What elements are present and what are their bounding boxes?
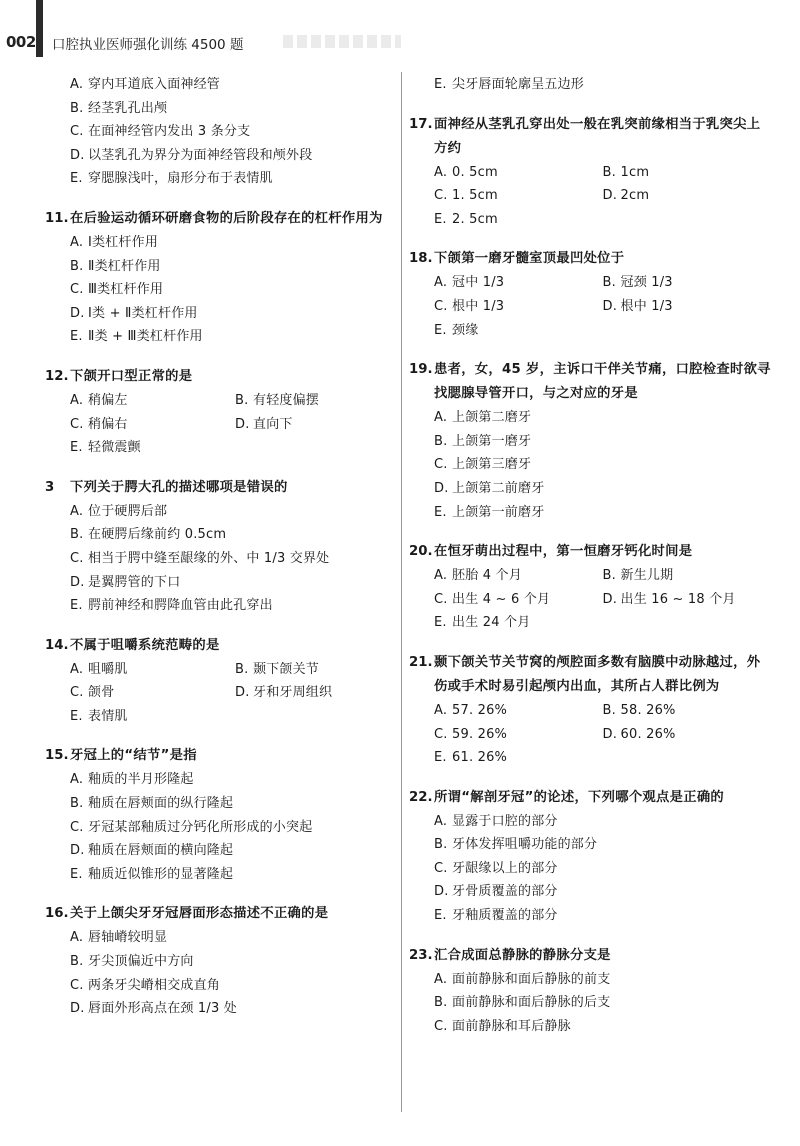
answer-option — [603, 161, 772, 185]
option-list — [45, 73, 400, 191]
option-text: 是翼腭管的下口 — [88, 574, 181, 590]
option-text: 面前静脉和耳后静脉 — [452, 1018, 571, 1034]
option-text: 在硬腭后缘前约 0.5cm — [88, 527, 227, 543]
option-list — [409, 271, 771, 342]
question-text: 下列关于腭大孔的描述哪项是错误的 — [70, 479, 288, 495]
answer-option — [434, 453, 771, 477]
question-block — [45, 744, 400, 886]
question-stem — [409, 540, 771, 564]
option-letter: A. — [434, 702, 448, 718]
option-letter: C. — [434, 860, 448, 876]
option-letter: A. — [434, 164, 448, 180]
answer-option — [70, 278, 400, 302]
option-letter: B. — [70, 258, 84, 274]
option-letter: D. — [235, 685, 250, 701]
question-text: 关于上颌尖牙牙冠唇面形态描述不正确的是 — [70, 906, 329, 922]
option-letter: D. — [434, 884, 449, 900]
option-letter: A. — [70, 77, 84, 92]
option-letter: D. — [70, 305, 85, 321]
option-text: 穿腮腺浅叶，扇形分布于表情肌 — [88, 171, 273, 187]
option-list — [45, 658, 400, 729]
answer-option — [434, 991, 771, 1015]
option-letter: C. — [70, 819, 84, 835]
question-block — [45, 902, 400, 1020]
option-text: 稍偏左 — [88, 392, 128, 408]
option-letter: C. — [434, 298, 448, 314]
option-text: 直向下 — [253, 416, 293, 432]
option-text: 出生 24 个月 — [452, 615, 531, 631]
option-text: 59. 26% — [452, 726, 508, 742]
answer-option — [603, 564, 772, 588]
answer-option — [70, 500, 400, 524]
answer-option — [70, 97, 400, 121]
option-letter: E. — [70, 171, 83, 187]
answer-option — [70, 73, 400, 97]
column-divider — [401, 72, 402, 1112]
option-text: 冠中 1/3 — [452, 275, 505, 291]
option-letter: D. — [602, 298, 618, 314]
option-letter: D. — [70, 843, 85, 859]
answer-option — [434, 430, 771, 454]
option-text: 60. 26% — [620, 726, 676, 742]
answer-option — [70, 413, 235, 437]
answer-option — [70, 571, 400, 595]
answer-option — [434, 319, 771, 343]
option-letter: E. — [434, 750, 447, 766]
option-text: 牙尖顶偏近中方向 — [88, 954, 194, 970]
answer-option — [603, 588, 772, 612]
option-letter: E. — [434, 615, 447, 631]
option-letter: B. — [602, 164, 616, 180]
option-letter: D. — [70, 1001, 85, 1017]
answer-option — [434, 161, 603, 185]
option-letter: A. — [70, 930, 84, 946]
option-list — [409, 406, 771, 524]
option-text: 面前静脉和面后静脉的前支 — [452, 971, 611, 987]
option-list — [409, 564, 771, 635]
question-block — [409, 113, 771, 232]
answer-option — [70, 389, 235, 413]
answer-option — [434, 588, 603, 612]
question-stem — [409, 113, 771, 161]
answer-option — [70, 255, 400, 279]
answer-option — [70, 594, 400, 618]
option-text: 新生儿期 — [620, 568, 674, 584]
question-number: 15. — [45, 748, 69, 764]
book-title: 口腔执业医师强化训练 4500 题 — [52, 37, 244, 53]
option-text: 牙和牙周组织 — [253, 685, 333, 701]
option-letter: A. — [434, 971, 448, 987]
option-text: 冠颈 1/3 — [620, 275, 673, 291]
answer-option — [70, 792, 400, 816]
option-letter: A. — [70, 772, 84, 788]
option-letter: E. — [434, 908, 447, 924]
option-letter: E. — [70, 440, 83, 456]
answer-option — [434, 611, 771, 635]
option-text: 颈缘 — [452, 322, 479, 338]
question-block — [45, 476, 400, 618]
answer-option — [70, 997, 400, 1021]
option-letter: D. — [602, 726, 618, 742]
left-column — [45, 73, 400, 1037]
option-text: 牙釉质覆盖的部分 — [452, 908, 558, 924]
option-list — [45, 500, 400, 618]
page-number: 002 — [6, 33, 36, 51]
question-stem — [409, 247, 771, 271]
answer-option — [434, 295, 603, 319]
answer-option — [235, 681, 400, 705]
option-text: 胚胎 4 个月 — [452, 568, 522, 584]
option-letter: A. — [434, 568, 448, 584]
option-text: 2. 5cm — [452, 211, 498, 227]
option-letter: C. — [434, 726, 448, 742]
option-text: 1cm — [620, 164, 650, 180]
option-text: 腭前神经和腭降血管由此孔穿出 — [88, 598, 273, 614]
question-stem — [409, 358, 771, 406]
option-text: 上颌第二前磨牙 — [452, 480, 545, 496]
option-letter: B. — [434, 433, 448, 449]
question-block — [409, 540, 771, 635]
question-block — [45, 207, 400, 349]
answer-option — [70, 436, 400, 460]
option-letter: B. — [70, 527, 84, 543]
option-text: 唇轴嵴较明显 — [88, 930, 168, 946]
option-letter: B. — [235, 661, 249, 677]
question-number: 12. — [45, 368, 69, 384]
option-letter: C. — [434, 591, 448, 607]
question-number: 17. — [409, 116, 433, 132]
option-letter: E. — [434, 211, 447, 227]
question-block — [45, 634, 400, 729]
question-block — [409, 786, 771, 928]
option-letter: C. — [70, 977, 84, 993]
answer-option — [70, 950, 400, 974]
question-block — [45, 73, 400, 191]
option-list — [409, 73, 771, 97]
option-text: 釉质近似锥形的显著隆起 — [88, 866, 234, 882]
option-letter: C. — [434, 457, 448, 473]
answer-option — [70, 768, 400, 792]
header-faded-text — [283, 35, 401, 48]
option-text: Ⅰ类 + Ⅱ类杠杆作用 — [88, 305, 198, 321]
question-number: 19. — [409, 362, 433, 378]
question-block — [45, 365, 400, 460]
question-number: 11. — [45, 210, 69, 226]
answer-option — [235, 413, 400, 437]
answer-option — [70, 839, 400, 863]
question-stem — [45, 902, 400, 926]
option-list — [409, 968, 771, 1039]
answer-option — [434, 1015, 771, 1039]
option-text: 牙冠某部釉质过分钙化所形成的小突起 — [88, 819, 313, 835]
answer-option — [603, 723, 772, 747]
answer-option — [434, 857, 771, 881]
option-text: 在面神经管内发出 3 条分支 — [88, 124, 251, 140]
option-letter: E. — [70, 866, 83, 882]
option-text: 尖牙唇面轮廓呈五边形 — [452, 77, 585, 92]
option-letter: B. — [434, 995, 448, 1011]
option-text: 有轻度偏摆 — [253, 392, 320, 408]
option-letter: A. — [70, 392, 84, 408]
option-text: 釉质在唇颊面的纵行隆起 — [88, 796, 234, 812]
option-text: 2cm — [620, 188, 650, 204]
option-text: 相当于腭中缝至龈缘的外、中 1/3 交界处 — [88, 550, 330, 566]
option-text: 面前静脉和面后静脉的后支 — [452, 995, 611, 1011]
question-text: 颞下颌关节关节窝的颅腔面多数有脑膜中动脉越过，外伤或手术时易引起颅内出血，其所占人群比例为 — [434, 654, 761, 694]
option-letter: D. — [70, 574, 85, 590]
question-stem — [45, 634, 400, 658]
option-letter: A. — [434, 275, 448, 291]
answer-option — [434, 810, 771, 834]
question-stem — [409, 944, 771, 968]
option-letter: D. — [602, 188, 618, 204]
option-text: 牙龈缘以上的部分 — [452, 860, 558, 876]
option-letter: B. — [602, 275, 616, 291]
option-text: Ⅲ类杠杆作用 — [88, 282, 164, 298]
option-text: 58. 26% — [620, 702, 676, 718]
answer-option — [434, 968, 771, 992]
option-letter: B. — [602, 702, 616, 718]
answer-option — [70, 974, 400, 998]
option-text: 牙骨质覆盖的部分 — [452, 884, 558, 900]
option-letter: B. — [602, 568, 616, 584]
option-text: 上颌第三磨牙 — [452, 457, 532, 473]
question-stem — [409, 651, 771, 699]
question-text: 在恒牙萌出过程中，第一恒磨牙钙化时间是 — [434, 544, 693, 560]
option-list — [409, 810, 771, 928]
option-text: 显露于口腔的部分 — [452, 813, 558, 829]
answer-option — [70, 302, 400, 326]
question-stem — [45, 744, 400, 768]
option-letter: A. — [434, 410, 448, 426]
option-text: Ⅱ类杠杆作用 — [88, 258, 161, 274]
answer-option — [434, 477, 771, 501]
option-text: 根中 1/3 — [452, 298, 505, 314]
option-list — [45, 231, 400, 349]
answer-option — [70, 120, 400, 144]
answer-option — [70, 863, 400, 887]
option-text: 上颌第一磨牙 — [452, 433, 532, 449]
option-list — [409, 699, 771, 770]
question-number: 3 — [45, 479, 55, 495]
answer-option — [434, 501, 771, 525]
option-letter: C. — [70, 416, 84, 432]
option-text: 穿内耳道底入面神经管 — [88, 77, 221, 92]
answer-option — [434, 880, 771, 904]
answer-option — [603, 295, 772, 319]
option-text: 颌骨 — [88, 685, 115, 701]
question-number: 14. — [45, 637, 69, 653]
answer-option — [434, 723, 603, 747]
option-letter: C. — [70, 124, 84, 140]
answer-option — [603, 699, 772, 723]
question-stem — [45, 365, 400, 389]
option-letter: D. — [235, 416, 250, 432]
answer-option — [235, 389, 400, 413]
option-letter: B. — [70, 796, 84, 812]
question-stem — [45, 207, 400, 231]
option-text: 经茎乳孔出颅 — [88, 100, 168, 116]
answer-option — [603, 271, 772, 295]
answer-option — [235, 658, 400, 682]
answer-option — [70, 231, 400, 255]
question-text: 所谓“解剖牙冠”的论述，下列哪个观点是正确的 — [434, 789, 725, 805]
question-number: 20. — [409, 544, 433, 560]
option-text: 位于硬腭后部 — [88, 503, 168, 519]
option-text: 61. 26% — [452, 750, 508, 766]
option-text: 出生 4 ~ 6 个月 — [452, 591, 551, 607]
option-letter: E. — [434, 322, 447, 338]
option-letter: E. — [70, 598, 83, 614]
option-text: 57. 26% — [452, 702, 508, 718]
answer-option — [70, 926, 400, 950]
option-text: Ⅰ类杠杆作用 — [88, 234, 159, 250]
option-letter: C. — [434, 188, 448, 204]
option-letter: D. — [70, 147, 85, 163]
option-list — [45, 768, 400, 886]
option-text: 上颌第二磨牙 — [452, 410, 532, 426]
question-number: 21. — [409, 654, 433, 670]
option-letter: C. — [70, 282, 84, 298]
answer-option — [434, 564, 603, 588]
answer-option — [434, 184, 603, 208]
option-list — [45, 926, 400, 1020]
option-letter: A. — [70, 503, 84, 519]
answer-option — [434, 271, 603, 295]
answer-option — [434, 208, 771, 232]
option-letter: E. — [434, 77, 447, 92]
question-block — [409, 73, 771, 97]
answer-option — [70, 523, 400, 547]
question-number: 23. — [409, 947, 433, 963]
answer-option — [434, 746, 771, 770]
option-list — [45, 389, 400, 460]
option-text: 1. 5cm — [452, 188, 498, 204]
question-text: 下颌第一磨牙髓室顶最凹处位于 — [434, 251, 625, 267]
question-number: 18. — [409, 251, 433, 267]
option-letter: E. — [70, 329, 83, 345]
answer-option — [70, 658, 235, 682]
option-text: 唇面外形高点在颈 1/3 处 — [88, 1001, 237, 1017]
option-letter: A. — [434, 813, 448, 829]
option-text: 釉质的半月形隆起 — [88, 772, 194, 788]
option-letter: B. — [434, 837, 448, 853]
question-text: 在后验运动循环研磨食物的后阶段存在的杠杆作用为 — [70, 210, 383, 226]
answer-option — [70, 705, 400, 729]
question-text: 面神经从茎乳孔穿出处一般在乳突前缘相当于乳突尖上方约 — [434, 116, 761, 156]
question-text: 不属于咀嚼系统范畴的是 — [70, 637, 220, 653]
option-letter: D. — [434, 480, 449, 496]
answer-option — [434, 699, 603, 723]
header-accent-bar — [36, 0, 43, 57]
answer-option — [434, 904, 771, 928]
question-text: 下颌开口型正常的是 — [70, 368, 193, 384]
answer-option — [70, 144, 400, 168]
option-letter: D. — [602, 591, 618, 607]
option-text: 釉质在唇颊面的横向隆起 — [88, 843, 234, 859]
answer-option — [603, 184, 772, 208]
right-column — [409, 73, 771, 1054]
option-letter: E. — [70, 708, 83, 724]
option-letter: C. — [434, 1018, 448, 1034]
answer-option — [70, 816, 400, 840]
option-text: 出生 16 ~ 18 个月 — [620, 591, 736, 607]
option-text: 两条牙尖嵴相交成直角 — [88, 977, 221, 993]
option-letter: B. — [70, 100, 84, 116]
answer-option — [70, 681, 235, 705]
option-text: 轻微震颤 — [88, 440, 141, 456]
option-letter: B. — [235, 392, 249, 408]
option-letter: A. — [70, 661, 84, 677]
page-header — [0, 0, 800, 62]
option-text: 根中 1/3 — [620, 298, 673, 314]
option-letter: A. — [70, 234, 84, 250]
option-letter: C. — [70, 685, 84, 701]
question-text: 患者，女，45 岁，主诉口干伴关节痛，口腔检查时欲寻找腮腺导管开口，与之对应的牙是 — [434, 362, 771, 402]
question-stem — [45, 476, 400, 500]
option-text: 0. 5cm — [452, 164, 498, 180]
option-text: Ⅱ类 + Ⅲ类杠杆作用 — [88, 329, 203, 345]
question-text: 牙冠上的“结节”是指 — [70, 748, 197, 764]
option-letter: B. — [70, 954, 84, 970]
question-block — [409, 247, 771, 342]
option-text: 稍偏右 — [88, 416, 128, 432]
question-number: 16. — [45, 906, 69, 922]
answer-option — [70, 325, 400, 349]
question-block — [409, 944, 771, 1039]
option-letter: E. — [434, 504, 447, 520]
question-block — [409, 651, 771, 770]
question-text: 汇合成面总静脉的静脉分支是 — [434, 947, 611, 963]
question-number: 22. — [409, 789, 433, 805]
answer-option — [70, 167, 400, 191]
question-stem — [409, 786, 771, 810]
option-text: 牙体发挥咀嚼功能的部分 — [452, 837, 598, 853]
option-text: 表情肌 — [88, 708, 128, 724]
question-block — [409, 358, 771, 524]
option-text: 上颌第一前磨牙 — [452, 504, 545, 520]
answer-option — [434, 73, 771, 97]
answer-option — [70, 547, 400, 571]
option-text: 咀嚼肌 — [88, 661, 128, 677]
option-text: 以茎乳孔为界分为面神经管段和颅外段 — [88, 147, 313, 163]
answer-option — [434, 833, 771, 857]
option-text: 颞下颌关节 — [253, 661, 320, 677]
answer-option — [434, 406, 771, 430]
option-letter: C. — [70, 550, 84, 566]
option-list — [409, 161, 771, 232]
